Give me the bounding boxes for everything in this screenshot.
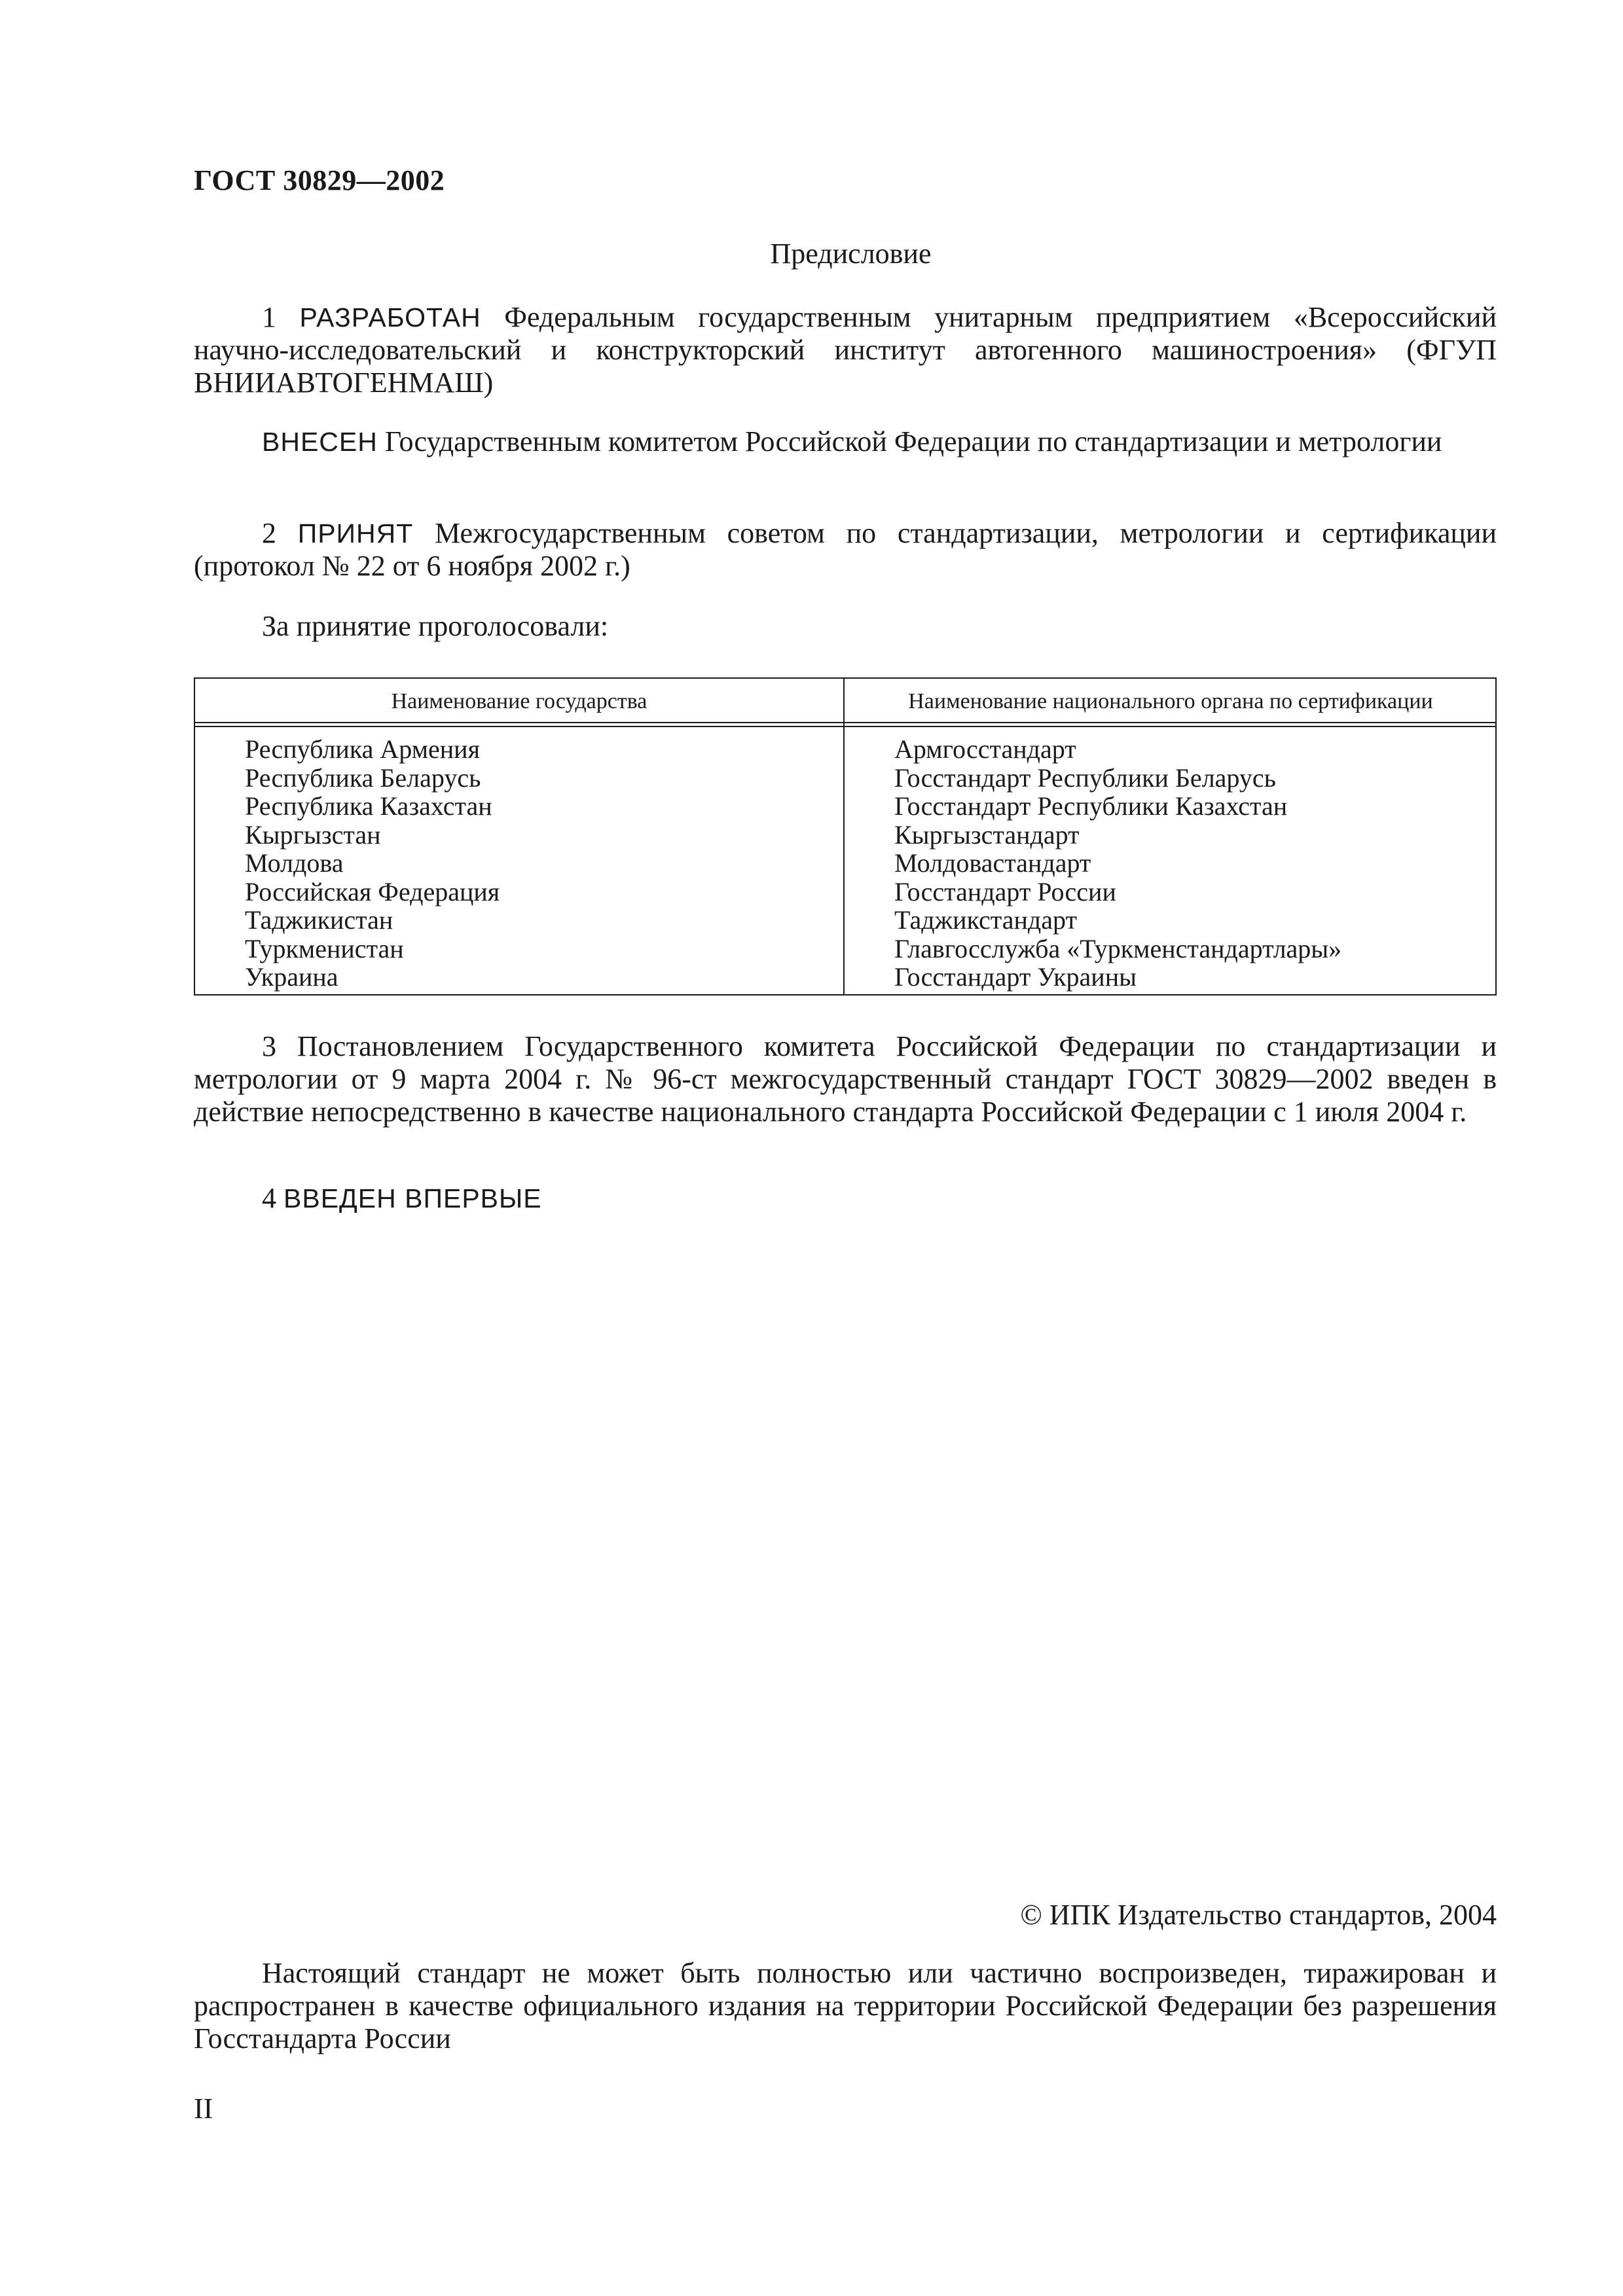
paragraph-number: 1 (262, 301, 276, 333)
table-cell-body: Госстандарт Украины (894, 962, 1137, 992)
paragraph-keyword: ПРИНЯТ (297, 518, 414, 548)
table-cell-body: Госстандарт России (894, 876, 1116, 906)
table-column-bodies (894, 735, 1341, 992)
table-cell-body: Госстандарт Республики Казахстан (894, 791, 1288, 821)
table-cell-body: Армгосстандарт (894, 734, 1076, 764)
table-cell-state: Республика Беларусь (245, 762, 481, 793)
table-cell-body: Госстандарт Республики Беларусь (894, 762, 1276, 793)
page-number: II (194, 2092, 213, 2125)
table-header-state: Наименование государства (391, 689, 647, 713)
paragraph-text: Межгосударственным советом по стандартизации, метрологии и сертификации (протокол № 22 от 6 ноября 2002 г.) (194, 517, 1497, 582)
table-cell-body: Главгосслужба «Туркменстандартлары» (894, 933, 1342, 963)
foreword-title: Предисловие (770, 238, 932, 270)
paragraph-text: Государственным комитетом Российской Федерации по стандартизации и метрологии (384, 425, 1442, 457)
voting-table (194, 677, 1497, 996)
paragraph-number: 4 (262, 1182, 276, 1214)
paragraph-adopted (194, 517, 1497, 583)
paragraph-introduced (194, 425, 1497, 458)
table-cell-body: Молдовастандарт (894, 848, 1091, 878)
table-cell-body: Кыргызстандарт (894, 819, 1080, 850)
table-column-states (245, 735, 500, 992)
paragraph-developed (194, 301, 1497, 399)
table-cell-state: Украина (245, 962, 338, 992)
table-cell-state: Российская Федерация (245, 876, 500, 906)
paragraph-text: Федеральным государственным унитарным предприятием «Всероссийский научно-исследовательский и конструкторский институт автогенного машиностроения» (ФГУП ВНИИАВТОГЕНМАШ) (194, 301, 1497, 399)
document-header: ГОСТ 30829—2002 (194, 164, 445, 196)
table-cell-body: Таджикстандарт (894, 905, 1077, 935)
paragraph-number: 2 (262, 517, 276, 549)
copyright: © ИПК Издательство стандартов, 2004 (1020, 1899, 1497, 1931)
paragraph-keyword: ВВЕДЕН ВПЕРВЫЕ (283, 1183, 542, 1213)
table-cell-state: Молдова (245, 848, 344, 878)
table-header-divider (195, 722, 1495, 727)
table-cell-state: Таджикистан (245, 905, 393, 935)
table-cell-state: Кыргызстан (245, 819, 381, 850)
table-cell-state: Республика Армения (245, 734, 480, 764)
paragraph-first-introduced (194, 1182, 1497, 1215)
reproduction-notice: Настоящий стандарт не может быть полностью или частично воспроизведен, тиражирован и распространен в качестве официального издания на территории Российской Федерации без разрешения Госстандарта России (194, 1957, 1497, 2054)
paragraph-keyword: ВНЕСЕН (262, 427, 378, 457)
paragraph-enacted: 3 Постановлением Государственного комитета Российской Федерации по стандартизации и метрологии от 9 марта 2004 г. № 96-ст межгосударственный стандарт ГОСТ 30829—2002 введен в действие непосредственно в качестве национального стандарта Российской Федерации с 1 июля 2004 г. (194, 1030, 1497, 1128)
table-cell-state: Туркменистан (245, 933, 404, 963)
table-header-body: Наименование национального органа по сертификации (908, 689, 1433, 713)
table-cell-state: Республика Казахстан (245, 791, 492, 821)
paragraph-voted: За принятие проголосовали: (262, 610, 609, 642)
paragraph-keyword: РАЗРАБОТАН (299, 302, 481, 332)
